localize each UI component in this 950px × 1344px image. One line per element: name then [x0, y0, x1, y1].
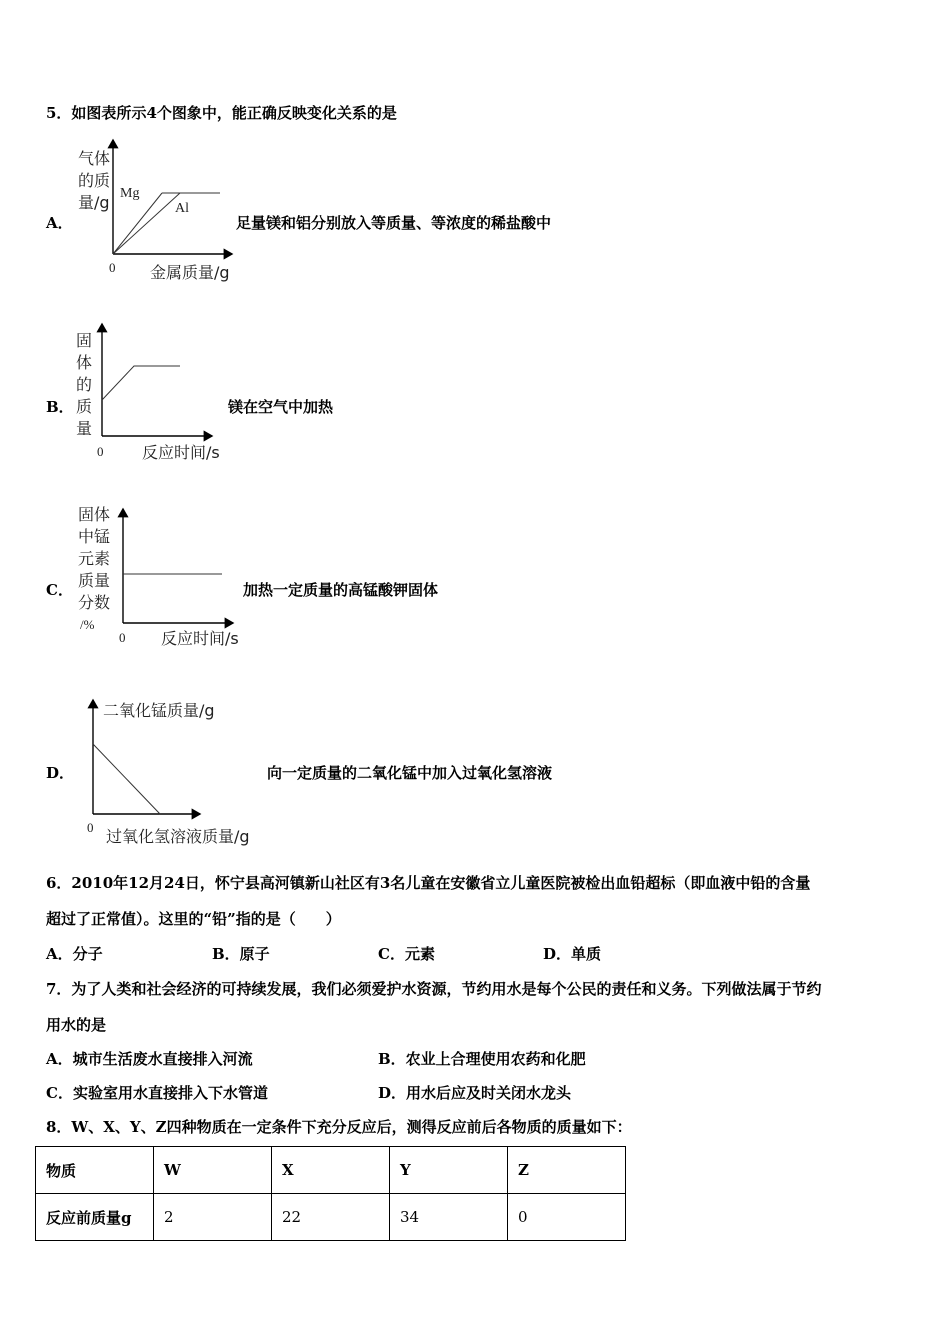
table-header-row	[36, 1147, 626, 1194]
q6-option-c: C．元素	[378, 945, 435, 963]
q7-option-b: B．农业上合理使用农药和化肥	[378, 1050, 586, 1068]
q7-line2: 用水的是	[46, 1016, 107, 1034]
option-b-label: B．	[46, 398, 74, 416]
q7-option-c: C．实验室用水直接排入下水管道	[46, 1084, 268, 1102]
graph-a-xlabel: 金属质量/g	[150, 263, 230, 282]
graph-b-ylabel-3: 的	[76, 375, 93, 394]
option-b-desc: 镁在空气中加热	[228, 398, 334, 416]
option-c-desc: 加热一定质量的高锰酸钾固体	[243, 581, 439, 599]
option-a-desc: 足量镁和铝分别放入等质量、等浓度的稀盐酸中	[236, 214, 552, 232]
graph-d-axes	[93, 700, 200, 814]
graph-b-ylabel-4: 质	[76, 397, 93, 416]
q6-option-a: A．分子	[46, 945, 103, 963]
table-cell: 反应前质量g	[36, 1194, 154, 1241]
graph-b-line	[102, 366, 180, 400]
graph-a-axes	[113, 140, 232, 254]
table-header-cell: Z	[508, 1147, 626, 1194]
q6-line2: 超过了正常值）。这里的“铅”指的是（ ）	[46, 910, 341, 928]
q7-option-a: A．城市生活废水直接排入河流	[46, 1050, 253, 1068]
graph-c-ylabel-2: 中锰	[78, 527, 111, 546]
q6-line1: 6．2010年12月24日，怀宁县高河镇新山社区有3名儿童在安徽省立儿童医院被检出血铅超标（即血液中铅的含量	[46, 874, 811, 892]
graph-a-ylabel-2: 的质	[78, 171, 111, 190]
graph-c-ylabel-1: 固体	[78, 505, 111, 524]
graph-b-axes	[102, 324, 212, 436]
q6-option-d: D．单质	[543, 945, 602, 963]
option-d-desc: 向一定质量的二氧化锰中加入过氧化氢溶液	[267, 764, 553, 782]
graph-a-al-line	[113, 193, 180, 254]
q7-option-d: D．用水后应及时关闭水龙头	[378, 1084, 572, 1102]
graph-b-origin: 0	[97, 444, 104, 459]
graph-c-ylabel-4: 质量	[78, 571, 111, 590]
graph-b-ylabel-1: 固	[76, 331, 93, 350]
graph-c-ylabel-3: 元素	[78, 549, 111, 568]
graph-c-ylabel-5: 分数	[78, 593, 111, 612]
table-cell: 34	[390, 1194, 508, 1241]
option-c-label: C．	[46, 581, 73, 599]
q5-stem: 5．如图表所示4个图象中，能正确反映变化关系的是	[46, 104, 397, 122]
graph-b-ylabel-5: 量	[76, 419, 93, 438]
table-header-cell: 物质	[36, 1147, 154, 1194]
graph-d-origin: 0	[87, 820, 94, 835]
table-header-cell: W	[154, 1147, 272, 1194]
graph-c-yunit: /%	[80, 617, 95, 632]
q8-stem: 8．W、X、Y、Z四种物质在一定条件下充分反应后，测得反应前后各物质的质量如下：	[46, 1118, 632, 1136]
graph-b-ylabel-2: 体	[76, 353, 93, 372]
q7-line1: 7．为了人类和社会经济的可持续发展，我们必须爱护水资源，节约用水是每个公民的责任和义务。下列做法属于节约	[46, 980, 822, 998]
table-cell: 0	[508, 1194, 626, 1241]
graph-d-ylabel: 二氧化锰质量/g	[103, 701, 215, 720]
graph-a-ylabel-3: 量/g	[78, 193, 110, 212]
graph-a-mg-line	[113, 193, 162, 254]
graph-a-origin: 0	[109, 260, 116, 275]
graph-a-lines	[113, 193, 220, 254]
table-cell: 22	[272, 1194, 390, 1241]
graph-c-origin: 0	[119, 630, 126, 645]
q8-mass-table	[35, 1146, 626, 1241]
q6-option-b: B．原子	[212, 945, 270, 963]
graph-c-xlabel: 反应时间/s	[161, 629, 239, 648]
graph-d-line	[93, 744, 160, 814]
graph-a-series-al: Al	[175, 201, 189, 216]
option-d-label: D．	[46, 764, 75, 782]
table-row	[36, 1194, 626, 1241]
graph-c-axes	[123, 509, 233, 623]
graph-a-ylabel-1: 气体	[78, 149, 111, 168]
graph-b-xlabel: 反应时间/s	[142, 443, 220, 462]
graph-d-xlabel: 过氧化氢溶液质量/g	[106, 827, 250, 846]
option-a-label: A．	[46, 214, 73, 232]
table-cell: 2	[154, 1194, 272, 1241]
table-header-cell: X	[272, 1147, 390, 1194]
table-header-cell: Y	[390, 1147, 508, 1194]
graph-a-series-mg: Mg	[120, 186, 140, 201]
